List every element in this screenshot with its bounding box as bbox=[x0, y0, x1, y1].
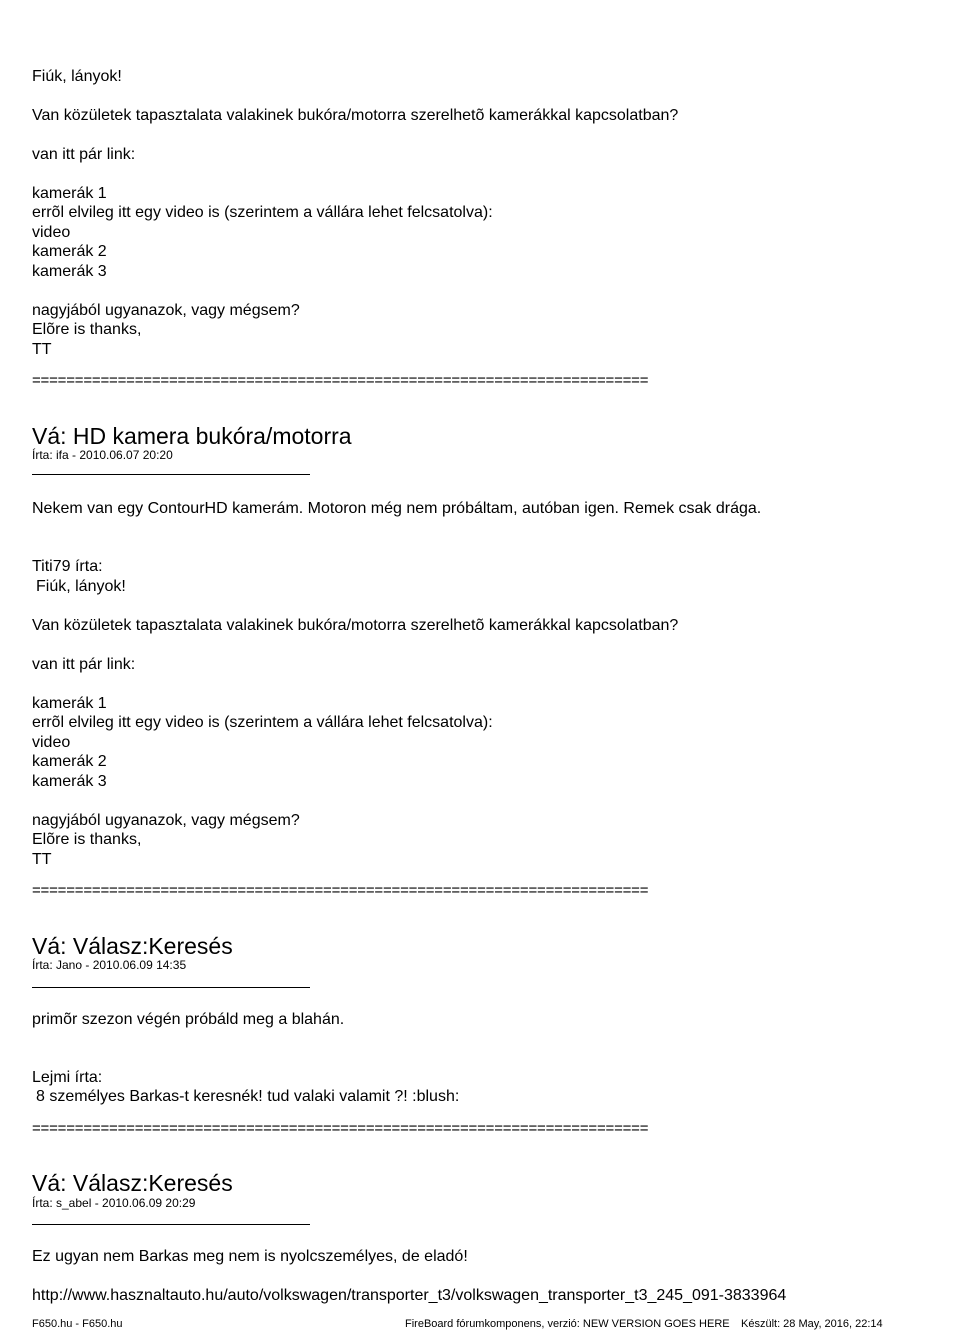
quote-video-note: errõl elvileg itt egy video is (szerintem a vállára lehet felcsatolva): bbox=[32, 714, 493, 731]
post-title: Vá: Válasz:Keresés bbox=[32, 933, 233, 959]
post-meta: Írta: Jano - 2010.06.09 14:35 bbox=[32, 958, 187, 972]
post-body: Ez ugyan nem Barkas meg nem is nyolcszemélyes, de eladó! bbox=[32, 1248, 468, 1265]
post-link[interactable]: http://www.hasznaltauto.hu/auto/volkswagen/transporter_t3/volkswagen_transporter_t3_245_091-3833964 bbox=[32, 1287, 787, 1304]
quote-author: Lejmi írta: bbox=[32, 1069, 103, 1086]
quote-link-3[interactable]: kamerák 3 bbox=[32, 773, 107, 790]
quote-greeting: Fiúk, lányok! bbox=[36, 578, 126, 595]
quote-video-link[interactable]: video bbox=[32, 734, 71, 751]
post-divider bbox=[32, 474, 310, 475]
separator: ======================================================================== bbox=[32, 372, 649, 389]
post-divider bbox=[32, 987, 310, 988]
footer-generated: Készült: 28 May, 2016, 22:14 bbox=[741, 1318, 883, 1330]
intro-links-intro: van itt pár link: bbox=[32, 146, 136, 163]
footer-component: FireBoard fórumkomponens, verzió: NEW VERSION GOES HERE bbox=[405, 1318, 730, 1330]
post-meta: Írta: ifa - 2010.06.07 20:20 bbox=[32, 448, 173, 462]
footer-site: F650.hu - F650.hu bbox=[32, 1318, 123, 1330]
intro-greeting: Fiúk, lányok! bbox=[32, 68, 122, 85]
quote-link-1[interactable]: kamerák 1 bbox=[32, 695, 107, 712]
post-divider bbox=[32, 1224, 310, 1225]
intro-same: nagyjából ugyanazok, vagy mégsem? bbox=[32, 302, 300, 319]
separator: ======================================================================== bbox=[32, 1120, 649, 1137]
post-title: Vá: Válasz:Keresés bbox=[32, 1170, 233, 1196]
quote-links-intro: van itt pár link: bbox=[32, 656, 136, 673]
intro-video-link[interactable]: video bbox=[32, 224, 71, 241]
post-body: primõr szezon végén próbáld meg a blahán. bbox=[32, 1011, 345, 1028]
intro-video-note: errõl elvileg itt egy video is (szerintem a vállára lehet felcsatolva): bbox=[32, 204, 493, 221]
intro-link-1[interactable]: kamerák 1 bbox=[32, 185, 107, 202]
intro-thanks: Elõre is thanks, bbox=[32, 321, 142, 338]
quote-author: Titi79 írta: bbox=[32, 558, 103, 575]
intro-link-3[interactable]: kamerák 3 bbox=[32, 263, 107, 280]
quote-thanks: Elõre is thanks, bbox=[32, 831, 142, 848]
quote-link-2[interactable]: kamerák 2 bbox=[32, 753, 107, 770]
post-title: Vá: HD kamera bukóra/motorra bbox=[32, 423, 352, 449]
intro-link-2[interactable]: kamerák 2 bbox=[32, 243, 107, 260]
separator: ======================================================================== bbox=[32, 882, 649, 899]
intro-question: Van közületek tapasztalata valakinek bukóra/motorra szerelhetõ kamerákkal kapcsolatban? bbox=[32, 107, 679, 124]
intro-sign: TT bbox=[32, 341, 52, 358]
quote-same: nagyjából ugyanazok, vagy mégsem? bbox=[32, 812, 300, 829]
quote-text: 8 személyes Barkas-t keresnék! tud valaki valamit ?! :blush: bbox=[36, 1088, 460, 1105]
quote-question: Van közületek tapasztalata valakinek bukóra/motorra szerelhetõ kamerákkal kapcsolatban? bbox=[32, 617, 679, 634]
quote-sign: TT bbox=[32, 851, 52, 868]
post-body: Nekem van egy ContourHD kamerám. Motoron még nem próbáltam, autóban igen. Remek csak drága. bbox=[32, 500, 762, 517]
post-meta: Írta: s_abel - 2010.06.09 20:29 bbox=[32, 1196, 196, 1210]
